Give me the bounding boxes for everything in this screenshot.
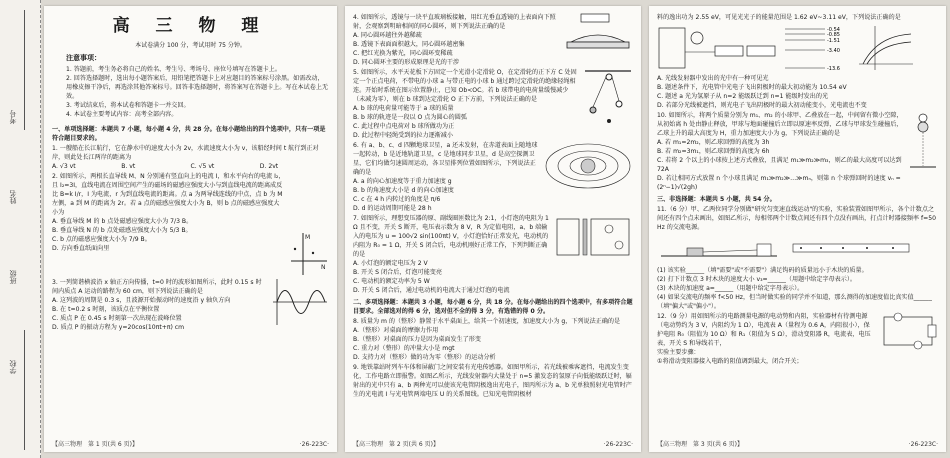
footer-left: 【高三物理 第 2 页(共 6 页)】	[353, 441, 439, 448]
energy-level-label: -1.51	[827, 38, 840, 44]
option: A. √3 vt	[52, 163, 76, 170]
question-12: 12.（9 分）用如图所示的电路测量电源的电动势和内阻，实验器材有待测电源（电动势约为 3 V，内阻约为 1 Ω），电流表 A（量程为 0.6 A，内阻很小），保护电阻 R₀（阻值为 10 Ω）和 R₁（阻值为 5 Ω），滑动变阻器 R，电流表，电压表，开关 S 和导线若干，	[657, 313, 871, 347]
footer-right: ·26-223C·	[299, 441, 329, 448]
option: D. 若让相同方式放置 n 个小球且满足 m₁≫m₂≫…≫mₙ，则第 n 个球弹回时的速度 vₙ = (2ⁿ−1)√(2gh)	[657, 175, 901, 191]
binding-label-xuexiao: 学校	[9, 360, 17, 374]
footer-left: 【高三物理 第 1 页(共 6 页)】	[52, 441, 138, 448]
option: B. 若 m₂=3m₁，则乙球回弹的高度为 6h	[657, 148, 770, 155]
option: B. 在 t=0.2 s 时刻，该质点在平衡位置	[52, 306, 160, 313]
sub-question: (4) 如果交流电的频率 f<50 Hz，但当时做实验的同学并不知道，那么测得的加速度值比真实值______（填"偏大"或"偏小"）。	[657, 294, 932, 310]
notice-item: 3. 考试结束后，将本试卷和答题卡一并交回。	[66, 102, 190, 109]
energy-level-label: -3.40	[827, 48, 840, 54]
option: C. b 点的磁感应强度大小为 7/9 B。	[52, 236, 151, 243]
section-heading: 三、非选择题：本题共 5 小题，共 54 分。	[657, 196, 776, 203]
svg-text:N: N	[321, 264, 326, 271]
option: C. √5 vt	[190, 163, 215, 170]
option: C. 把红光换为紫光，同心圆环变稀疏	[353, 50, 453, 57]
option: D. 质点 P 的振动方程为 y=20cos(10πt+π) cm	[52, 324, 185, 331]
photo-sensor-figure	[657, 24, 777, 72]
option: D. 开关 S 闭合后，通过电动机的电流大于通过灯泡的电流	[353, 287, 510, 294]
option: B.（整形）对桌面的压力是因为桌面发生了形变	[353, 336, 481, 343]
page-footer	[353, 440, 633, 449]
notice-item: 4. 本试卷主要考试内容：高考全部内容。	[66, 111, 178, 118]
option: A. b 球的电荷量可能等于 a 球的质量	[353, 105, 454, 112]
notice-item: 1. 答题前，考生务必将自己的姓名、考生号、考场号、座位号填写在答题卡上。	[66, 66, 281, 73]
option: D. 若部分光线被遮挡，则光电子飞出阴极时的最大初动能变小，光电流也不变	[657, 102, 867, 109]
lens-figure	[563, 12, 633, 58]
tape-figure	[791, 234, 911, 264]
option: D. 方向垂直纸面向里	[52, 245, 110, 252]
option: A. 小灯泡的额定电压为 2 V	[353, 260, 428, 267]
option: A. 垂直导线 M 的 b 点处磁感应强度大小为 7/3 B。	[52, 218, 193, 225]
energy-level-figure	[781, 24, 851, 72]
footer-left: 【高三物理 第 3 页(共 6 页)】	[657, 441, 743, 448]
svg-text:M: M	[305, 234, 311, 241]
energy-level-label: -13.6	[827, 66, 840, 72]
sub-question: (1) 该实验______（填"需要"或"不需要"）满足钩码的质量远小于木块的质量。	[657, 267, 868, 274]
question-10: 10. 如图所示，将两个质量分别为 m₁、m₂ 的小球甲、乙叠放在一起，中间留有微小空隙，从初始离 h 处由静止释放，甲球与地面碰撞后立即以原速率反弹，乙球与甲球发生碰撞后，乙球上升的最大高度为 H，重力加速度大小为 g，下列说法正确的是	[657, 112, 903, 137]
option: B. vt	[121, 163, 136, 170]
option: B. b 的角速度大小是 d 的向心加速度	[353, 187, 454, 194]
orbit-figure	[543, 140, 633, 192]
stacked-balls-figure	[908, 110, 938, 170]
pulley-figure	[583, 67, 633, 127]
sub-question: (3) 木块的加速度 a=______（用题中给定字母表示）。	[657, 285, 804, 292]
section-heading: 二、多项选择题：本题共 3 小题，每小题 6 分，共 18 分。在每小题给出的四个选项中，有多项符合题目要求。全部选对的得 6 分，选对但不全的得 3 分，有选错的得 0 分。	[353, 299, 633, 315]
page-footer	[657, 440, 938, 449]
question-8: 8. 质量为 m 的（整形）静置于水平桌面上，给其一个初速度，加速度大小为 g，下列说法正确的是	[353, 318, 621, 325]
question-11: 11.（6 分）甲、乙两位同学分别做"研究匀变速直线运动"的实验，实验装置如图甲所示，各个计数点之间还有四个点未画出，如图乙所示，每相邻两个计数点间还有四个点没有画出，打点计时器接频率 f=50 Hz 的交流电源。	[657, 206, 936, 231]
page-2	[345, 6, 641, 452]
page-footer	[52, 440, 329, 449]
option: B. b 球的轨迹是一段以 O 点为圆心的圆弧	[353, 114, 467, 121]
option: D. d 的运动周期可能是 28 h	[353, 205, 432, 212]
question-3: 3. 一列简谐横波沿 x 轴正方向传播，t=0 时的波形如图所示，此时 0.15 s 时间内质点 A 运动的路程为 60 cm，则下列说法正确的是	[52, 279, 262, 295]
binding-label-kaohao: 考号	[9, 110, 17, 124]
question-5: 5. 如图所示，水平天花板下方固定一个光滑小定滑轮 O，在定滑轮的正下方 C 处固定一个正点电荷，不带电的小球 a 与带正电的小球 b 通过跨过定滑轮的绝缘轻绳相连。开始时系统在图示位置静止，已知 Ob<OC。若 b 球带电的电荷量缓慢减少（未减为零），则在 b 球到达定滑轮 O 正下方前，下列说法正确的是	[353, 69, 577, 103]
binding-line	[24, 10, 25, 130]
notice-item: 2. 回答选择题时，选出每小题答案后，用铅笔把答题卡上对应题目的答案标号涂黑。如需改动，用橡皮擦干净后，再选涂其他答案标号。回答非选择题时，将答案写在答题卡上。写在本试卷上无效。	[66, 75, 329, 100]
energy-level-label: -0.54	[827, 27, 840, 33]
binding-label-banji: 班级	[9, 270, 17, 284]
option: C. 重力对（整形）的冲量大小是 mgt	[353, 345, 455, 352]
option: B. 垂直导线 N 的 b 点处磁感应强度大小为 5/3 B。	[52, 227, 192, 234]
option: A.（整形）对桌面的摩擦力作用	[353, 327, 439, 334]
transformer-figure	[553, 213, 633, 265]
footer-right: ·26-223C·	[603, 441, 633, 448]
option: D. 2vt	[259, 163, 279, 170]
circuit-figure	[878, 311, 938, 351]
energy-level-label: -0.85	[827, 32, 840, 38]
option: C. 质点 P 在 0.45 s 时刻第一次出现在波峰位置	[52, 315, 182, 322]
notice-heading: 注意事项：	[66, 54, 101, 62]
option: B. 透镜下表面面积越大，同心圆环越密集	[353, 41, 465, 48]
option: A. 这列波的周期是 0.3 s，且波源开始振动时的速度沿 y 轴负方向	[52, 297, 231, 304]
option: A. 同心圆环越往外越稀疏	[353, 32, 422, 39]
binding-line	[24, 330, 25, 450]
binding-strip	[0, 0, 41, 458]
sub-question: (2) 打下计数点 3 时木块的速度大小 v₃=______（用题中给定字母表示）。	[657, 276, 856, 283]
option: B. 题述条件下，光电管中光电子飞出阴极时的最大初动能为 10.54 eV	[657, 84, 847, 91]
binding-label-xingming: 姓名	[9, 190, 17, 204]
footer-right: ·26-223C·	[908, 441, 938, 448]
option: C. 电动机的额定功率为 5 W	[353, 278, 430, 285]
question-4: 4. 如图所示，透镜与一块平直玻璃板接触，用红光垂直透镜的上表面向下照射，会观察到明暗相间的同心圆环，则下列说法正确的是	[353, 14, 556, 30]
wave-figure	[269, 277, 329, 327]
question-9: 9. 地铁靠站时列车车体和屏蔽门之间安装有光电传感器。如图甲所示，若光线被乘客遮挡，电流发生变化，工作电路立即报警。如图乙所示，光线发射器内大量处于 n=5 激发态的氢原子向低能级跃迁时，辐射出的光中只有 a、b 两种光可以使该光电管阴极逸出光电子，图丙所示为 a、b 光单独照射光电管时产生的光电流 I 与光电管两端电压 U 的关系图线。已知光电管阴极材	[353, 364, 632, 398]
option: A. 若 m₁=2m₂，则乙球回弹的高度为 3h	[657, 139, 770, 146]
page-3	[649, 6, 946, 452]
option: C. c 在 4 h 内转过的角度是 π/6	[353, 196, 441, 203]
question-1: 1. 一艘船在长江航行，它在静水中的速度大小为 2v，水流速度大小为 v，该船经时间 t 航行到正对岸，则此处长江两岸的距离为	[52, 145, 319, 161]
question-7: 7. 如图所示，理想变压器的原、副线圈匝数比为 2:1，小灯泡的电阻为 1 Ω 且不变，开关 S 断开，电压表示数为 8 V，R 为定值电阻，a、b 端输入的电压为 u = 100√2 sin(100πt) V，小灯泡恰好正常发光，电动机的内阻为 R₀ = 1 Ω，开关 S 闭合后，电动机刚好正常工作，下列判断正确的是	[353, 215, 549, 258]
option: D. 同心圆环主要的形成原理是光的干涉	[353, 59, 460, 66]
exam-note: 本试卷满分 100 分，考试用时 75 分钟。	[135, 42, 246, 49]
option: C. 题述 a 光为氢原子从 n=2 能级跃迁到 n=1 能级时发出的光	[657, 93, 829, 100]
wire-figure	[289, 231, 329, 277]
option: C. 此过程中点电荷对 b 球所做功为正	[353, 123, 455, 130]
question-1-options	[52, 162, 329, 171]
option: D. 此过程中轻绳受到的拉力逐渐减小	[353, 132, 453, 139]
option: D. 支持力对（整形）做的功为零（整形）的运动分析	[353, 354, 496, 361]
question-6: 6. 有 a、b、c、d 四颗地球卫星，a 还未发射，在赤道表面上随地球一起转动，b 是近地轨道卫星，c 是地球同步卫星，d 是高空探测卫星，它们均做匀速圆周运动，各卫星排列位置如图所示，下列说法正确的是	[353, 142, 538, 176]
option: B. 开关 S 闭合后，灯泡可能变亮	[353, 269, 442, 276]
sub-question: ①将滑动变阻器接入电路的阻值调到最大，闭合开关；	[657, 358, 803, 365]
option: C. 若将 2 个以上的小球按上述方式叠放，且满足 m₁≫m₂≫m₃，则乙的最大高度可以达到 72A	[657, 157, 902, 173]
page-1	[44, 6, 337, 452]
option: A. 光线发射器中发出的光中有一种可见光	[657, 75, 769, 82]
sub-question: 实验主要步骤：	[657, 349, 700, 356]
question-2: 2. 如图所示，两根长直导线 M、N 分别通有竖直向上的电流 I，和水平向右的电流 I₂，且 I₂=3I，直线电流在周围空间产生的磁场的磁感应强度大小与到直线电流的距离成反比 B=k I/r，I 为电流，r 为到直线电流的距离。点 a 为两导线连线的中点，点 b 为 M 左侧，a 到 M 的距离为 2r。若 a 点的磁感应强度大小为 B，则 b 点的磁感应强度大小为	[52, 173, 285, 216]
exam-title: 高 三 物 理	[112, 16, 269, 36]
iu-graph-figure	[855, 24, 915, 72]
option: A. a 的向心加速度等于重力加速度 g	[353, 178, 452, 185]
cart-track-figure	[657, 234, 787, 264]
question-9-continued: 料的逸出功为 2.55 eV，可见光光子的能量范围是 1.62 eV~3.11 eV，下列说法正确的是	[657, 14, 901, 21]
section-heading: 一、单项选择题：本题共 7 小题，每小题 4 分，共 28 分。在每小题给出的四个选项中，只有一项是符合题目要求的。	[52, 126, 326, 142]
